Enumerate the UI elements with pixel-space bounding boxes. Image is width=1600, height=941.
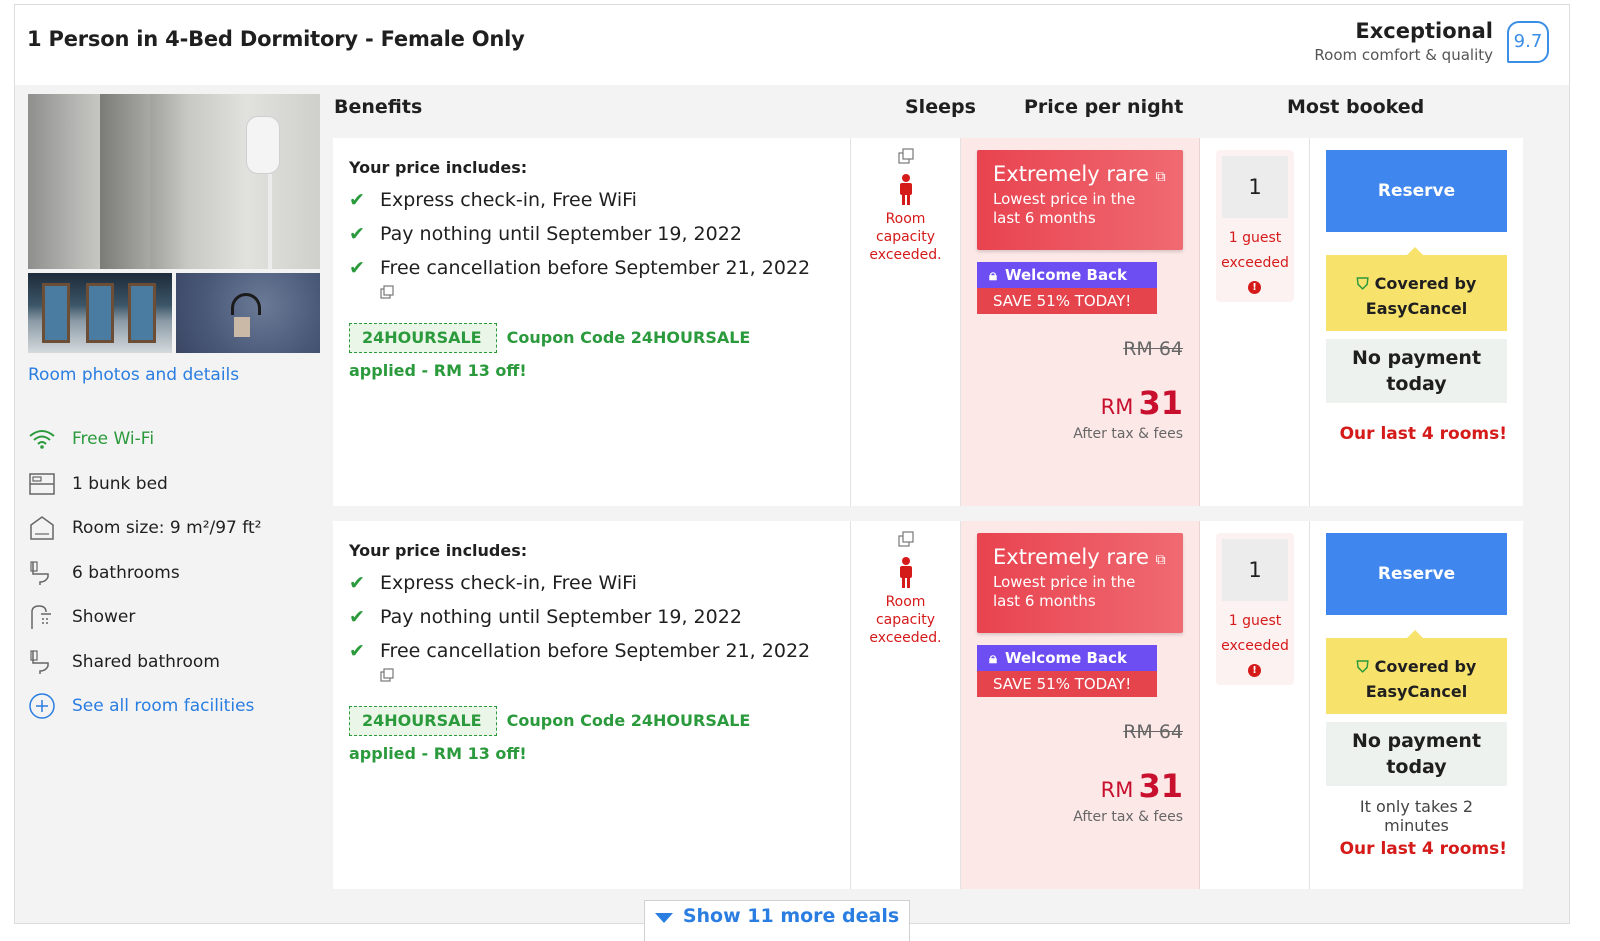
external-link-icon[interactable] xyxy=(380,285,394,299)
extremely-rare-badge xyxy=(977,533,1183,633)
benefit-item xyxy=(349,572,850,594)
room-photo-thumb[interactable] xyxy=(28,273,172,353)
rare-sub: Lowest price in the last 6 months xyxy=(993,573,1136,610)
facility-list xyxy=(28,417,320,729)
welcome-back-badge xyxy=(977,262,1157,288)
easycancel-line-1: Covered by xyxy=(1374,274,1477,293)
benefit-item xyxy=(349,257,850,279)
check-icon: ✔ xyxy=(349,223,365,245)
guest-count: 1 guest xyxy=(1228,230,1282,246)
coupon-text: Coupon Code 24HOURSALE applied - RM 13 off! xyxy=(349,328,751,380)
facility-item xyxy=(28,595,320,640)
current-price xyxy=(1101,384,1183,422)
score-label: Exceptional xyxy=(1355,19,1493,43)
benefit-item xyxy=(349,189,850,211)
benefit-label: Free cancellation before September 21, 2022 xyxy=(380,640,811,662)
shared-bathroom-icon xyxy=(28,649,72,675)
info-icon[interactable]: ! xyxy=(1248,664,1261,677)
price-amount: 31 xyxy=(1138,384,1183,422)
room-gallery xyxy=(28,94,320,729)
easycancel-badge xyxy=(1326,255,1507,331)
exceeded-label: exceeded xyxy=(1221,638,1289,654)
includes-heading: Your price includes: xyxy=(349,541,528,560)
guest-count: 1 guest xyxy=(1228,613,1282,629)
check-icon: ✔ xyxy=(349,257,365,279)
plus-circle-icon xyxy=(28,692,72,720)
facility-label: 1 bunk bed xyxy=(72,473,168,494)
facility-item xyxy=(28,506,320,551)
guest-exceeded-note xyxy=(1216,609,1294,659)
easycancel-badge xyxy=(1326,638,1507,714)
coupon-code-tag: 24HOURSALE xyxy=(349,323,497,353)
bathroom-icon xyxy=(28,560,72,586)
col-most-booked: Most booked xyxy=(1287,96,1425,118)
external-link-icon: ⧉ xyxy=(1155,169,1166,185)
sleeps-cell xyxy=(851,521,961,889)
no-payment-badge: No payment today xyxy=(1326,339,1507,403)
sleeps-cell xyxy=(851,138,961,506)
capacity-warning: Room capacity exceeded. xyxy=(869,594,942,646)
benefit-label: Express check-in, Free WiFi xyxy=(380,189,637,211)
show-more-label: Show 11 more deals xyxy=(682,905,900,927)
external-link-icon: ⧉ xyxy=(1155,552,1166,568)
score-badge: 9.7 xyxy=(1507,21,1549,63)
reserve-button[interactable]: Reserve xyxy=(1326,533,1507,615)
facility-item xyxy=(28,462,320,507)
person-icon xyxy=(898,174,914,206)
benefit-label: Express check-in, Free WiFi xyxy=(380,572,637,594)
person-icon xyxy=(898,557,914,589)
shield-check-icon: ⛉ xyxy=(1356,657,1369,676)
bed-icon xyxy=(28,472,72,496)
info-icon[interactable]: ! xyxy=(1248,281,1261,294)
easycancel-line-2: EasyCancel xyxy=(1365,682,1468,701)
after-tax-note: After tax & fees xyxy=(1073,809,1183,825)
quantity-select[interactable] xyxy=(1216,150,1294,302)
booking-cell xyxy=(1310,521,1523,889)
lock-icon: 🔒︎ xyxy=(989,649,997,667)
easycancel-line-2: EasyCancel xyxy=(1365,299,1468,318)
wifi-icon xyxy=(28,429,72,449)
room-photos-link[interactable]: Room photos and details xyxy=(28,365,240,385)
benefit-item xyxy=(349,606,850,628)
deal-row xyxy=(333,138,1523,506)
check-icon: ✔ xyxy=(349,640,365,662)
rare-title: Extremely rare xyxy=(993,162,1149,186)
room-header xyxy=(15,5,1569,85)
external-link-icon[interactable] xyxy=(898,148,914,164)
includes-heading: Your price includes: xyxy=(349,158,528,177)
price-cell xyxy=(961,138,1200,506)
exceeded-label: exceeded xyxy=(1221,255,1289,271)
after-tax-note: After tax & fees xyxy=(1073,426,1183,442)
external-link-icon[interactable] xyxy=(380,668,394,682)
quantity-cell xyxy=(1200,138,1310,506)
benefit-item xyxy=(349,640,850,662)
benefit-label: Free cancellation before September 21, 2022 xyxy=(380,257,811,279)
benefit-label: Pay nothing until September 19, 2022 xyxy=(380,606,742,628)
quantity-value[interactable]: 1 xyxy=(1222,156,1288,218)
rare-title: Extremely rare xyxy=(993,545,1149,569)
deal-row xyxy=(333,521,1523,889)
facility-item xyxy=(28,417,320,462)
quantity-cell xyxy=(1200,521,1310,889)
quantity-value[interactable]: 1 xyxy=(1222,539,1288,601)
col-benefits: Benefits xyxy=(334,96,423,118)
facility-label: Shower xyxy=(72,607,136,628)
coupon-line xyxy=(349,321,819,387)
save-badge: SAVE 51% TODAY! xyxy=(977,288,1157,314)
chevron-down-icon xyxy=(655,913,673,923)
lock-icon: 🔒︎ xyxy=(989,266,997,284)
price-currency: RM xyxy=(1100,395,1134,419)
current-price xyxy=(1101,767,1183,805)
check-icon: ✔ xyxy=(349,189,365,211)
facility-label: Free Wi-Fi xyxy=(72,429,155,450)
extremely-rare-badge xyxy=(977,150,1183,250)
room-title: 1 Person in 4-Bed Dormitory - Female Only xyxy=(27,27,525,51)
check-icon: ✔ xyxy=(349,572,365,594)
check-icon: ✔ xyxy=(349,606,365,628)
show-more-deals-button[interactable] xyxy=(644,900,910,941)
facility-label: 6 bathrooms xyxy=(72,562,180,583)
welcome-label: Welcome Back xyxy=(1004,266,1127,284)
coupon-code-tag: 24HOURSALE xyxy=(349,706,497,736)
last-rooms-alert: Our last 4 rooms! xyxy=(1339,424,1507,444)
benefits-cell xyxy=(333,138,851,506)
benefits-cell xyxy=(333,521,851,889)
only-takes-note: It only takes 2 minutes xyxy=(1359,797,1474,835)
no-payment-badge: No payment today xyxy=(1326,722,1507,786)
coupon-text: Coupon Code 24HOURSALE applied - RM 13 off! xyxy=(349,711,751,763)
price-amount: 31 xyxy=(1138,767,1183,805)
benefit-label: Pay nothing until September 19, 2022 xyxy=(380,223,742,245)
price-cell xyxy=(961,521,1200,889)
last-rooms-alert: Our last 4 rooms! xyxy=(1339,839,1507,859)
see-all-facilities-link[interactable] xyxy=(28,684,320,729)
price-currency: RM xyxy=(1100,778,1134,802)
shower-icon xyxy=(28,604,72,630)
facility-label: Room size: 9 m²/97 ft² xyxy=(72,518,262,539)
old-price: RM 64 xyxy=(1123,721,1183,743)
reserve-button[interactable]: Reserve xyxy=(1326,150,1507,232)
welcome-label: Welcome Back xyxy=(1004,649,1127,667)
room-photo-thumb[interactable] xyxy=(176,273,320,353)
facility-item xyxy=(28,640,320,685)
booking-cell xyxy=(1310,138,1523,506)
old-price: RM 64 xyxy=(1123,338,1183,360)
guest-exceeded-note xyxy=(1216,226,1294,276)
capacity-warning: Room capacity exceeded. xyxy=(869,211,942,263)
score-sub: Room comfort & quality xyxy=(1314,46,1493,64)
col-price: Price per night xyxy=(1024,96,1184,118)
welcome-back-badge xyxy=(977,645,1157,671)
col-sleeps: Sleeps xyxy=(905,96,976,118)
room-photo-main[interactable] xyxy=(28,94,320,269)
quantity-select[interactable] xyxy=(1216,533,1294,685)
facility-item xyxy=(28,551,320,596)
coupon-line xyxy=(349,704,819,770)
easycancel-line-1: Covered by xyxy=(1374,657,1477,676)
review-score[interactable] xyxy=(1314,19,1549,64)
rare-sub: Lowest price in the last 6 months xyxy=(993,190,1136,227)
save-badge: SAVE 51% TODAY! xyxy=(977,671,1157,697)
benefit-item xyxy=(349,223,850,245)
external-link-icon[interactable] xyxy=(898,531,914,547)
facility-label: See all room facilities xyxy=(72,696,255,717)
shield-check-icon: ⛉ xyxy=(1356,274,1369,293)
facility-label: Shared bathroom xyxy=(72,651,220,672)
room-size-icon xyxy=(28,515,72,541)
